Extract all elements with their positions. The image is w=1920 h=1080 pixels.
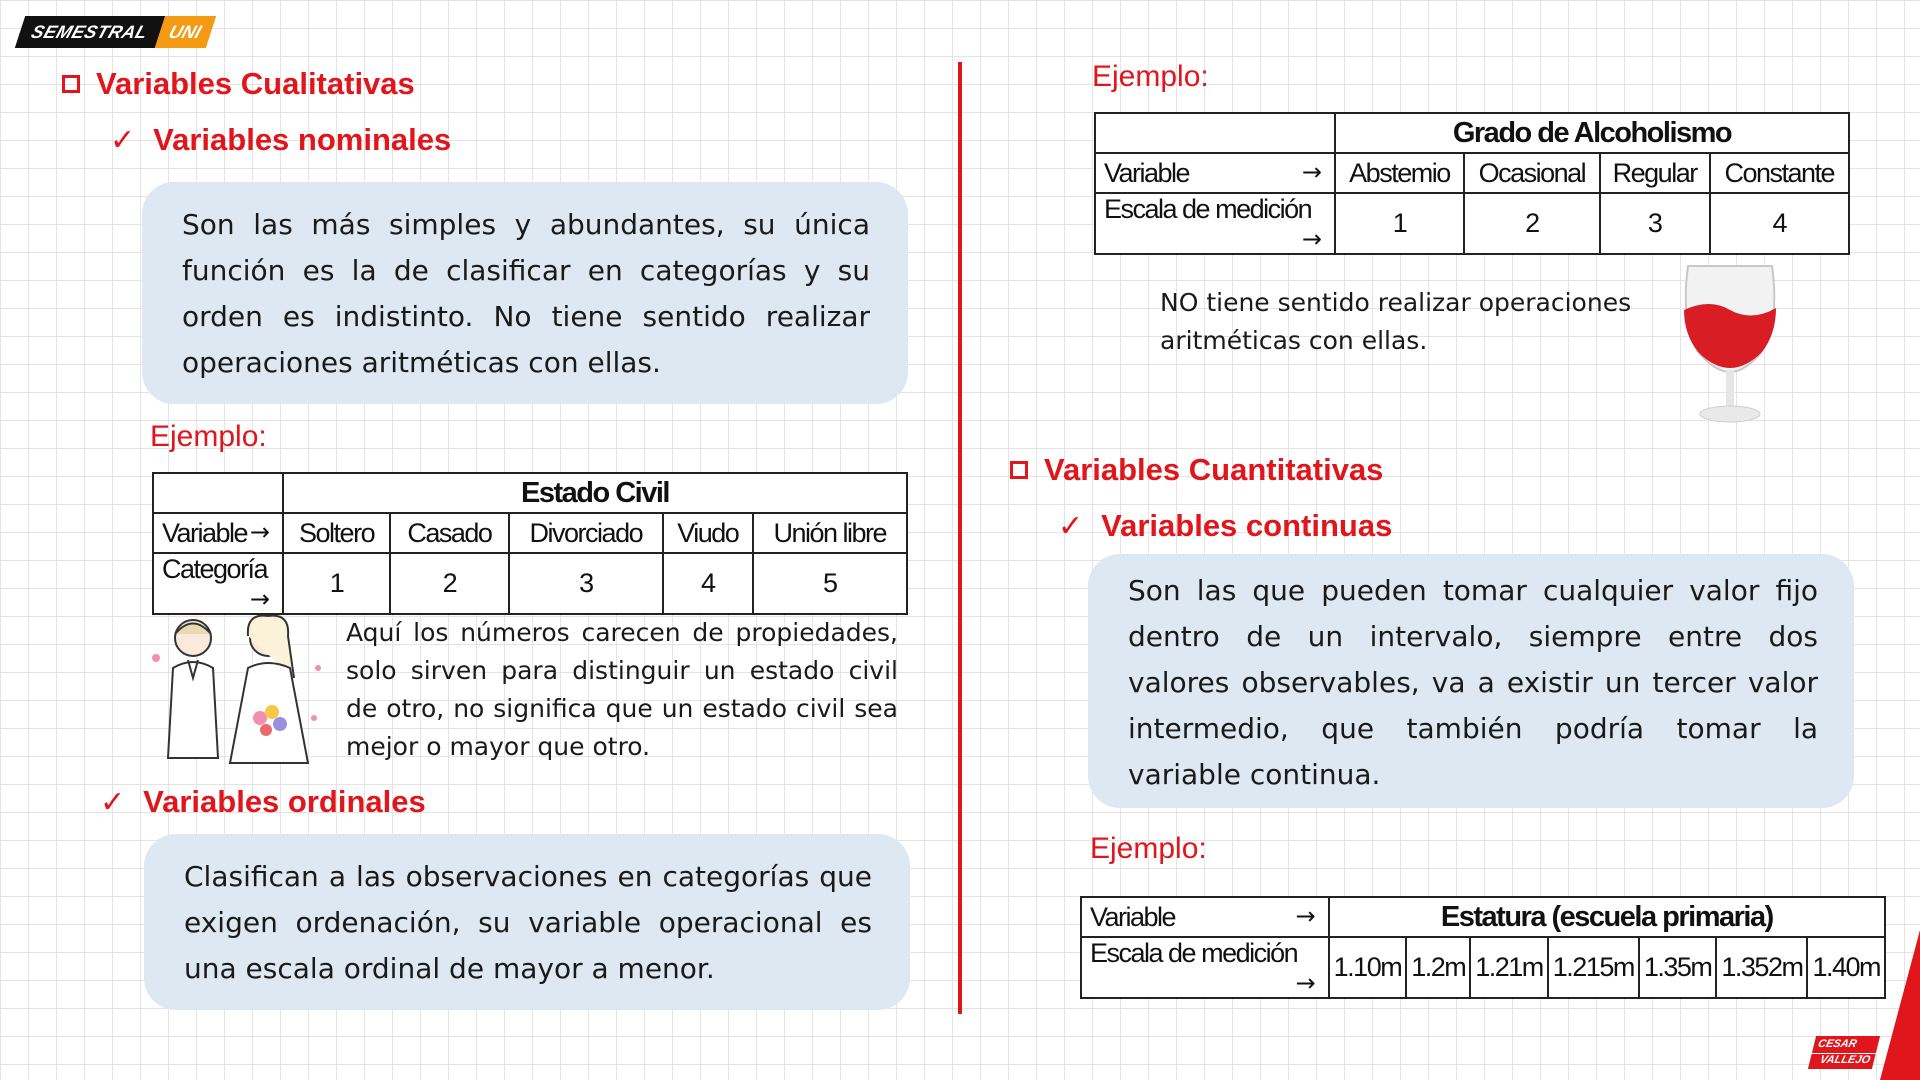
table-cell: Regular	[1600, 153, 1710, 193]
table-header-estatura: Estatura (escuela primaria)	[1329, 897, 1885, 937]
table-cell: Divorciado	[509, 513, 663, 553]
table-cell: 1.21m	[1470, 937, 1548, 998]
subheading-continuas	[1058, 508, 1392, 544]
heading-cualitativas-text: Variables Cualitativas	[96, 66, 415, 101]
table-row	[1081, 937, 1885, 998]
table-corner-cell	[153, 473, 283, 513]
subheading-nominales-text: Variables nominales	[153, 122, 452, 157]
table-cell: 1	[1335, 193, 1464, 254]
checkbox-square-icon	[62, 75, 80, 93]
arrow-right-icon: →	[249, 517, 270, 546]
table-row	[153, 513, 907, 553]
column-divider	[958, 62, 962, 1014]
cesar-vallejo-logo	[1808, 1036, 1880, 1069]
subheading-ordinales	[100, 784, 426, 820]
arrow-right-icon: →	[249, 585, 270, 613]
row-label-variable: Variable →	[153, 513, 283, 553]
table-row	[1095, 153, 1849, 193]
table-estatura	[1080, 896, 1886, 999]
heading-cuantitativas-text: Variables Cuantitativas	[1044, 452, 1384, 487]
row-label-variable: Variable →	[1081, 897, 1329, 937]
table-cell: Unión libre	[753, 513, 907, 553]
logo-line1: CESAR	[1812, 1036, 1880, 1053]
subheading-ordinales-text: Variables ordinales	[143, 784, 426, 819]
logo-semestral: SEMESTRAL	[15, 16, 165, 48]
continuas-description-box	[1088, 554, 1854, 808]
table-cell: 4	[663, 553, 753, 614]
checkmark-icon: ✓	[1058, 508, 1084, 544]
table-cell: 4	[1710, 193, 1849, 254]
table-cell: 1.2m	[1406, 937, 1470, 998]
table-cell: Abstemio	[1335, 153, 1464, 193]
table-cell: Casado	[390, 513, 509, 553]
bride-groom-illustration	[148, 608, 328, 768]
example-label-alcoholismo: Ejemplo:	[1092, 60, 1209, 93]
row-label-variable: Variable →	[1095, 153, 1335, 193]
arrow-right-icon: →	[1301, 225, 1322, 253]
table-corner-cell	[1095, 113, 1335, 153]
table-cell: 1.215m	[1548, 937, 1639, 998]
ordinales-description: Clasifican a las observaciones en categorías que exigen ordenación, su variable operacional es una escala ordinal de mayor a menor.	[184, 860, 872, 985]
subheading-continuas-text: Variables continuas	[1101, 508, 1393, 543]
table-estado-civil	[152, 472, 908, 615]
nominales-description: Son las más simples y abundantes, su única función es la de clasificar en categorías y su orden es indistinto. No tiene sentido realizar operaciones aritméticas con ellas.	[182, 208, 870, 379]
semestral-uni-logo	[15, 16, 216, 48]
example-label-estatura: Ejemplo:	[1090, 832, 1207, 865]
row-label-escala: Escala de medición →	[1095, 193, 1335, 254]
alcoholismo-note: NO tiene sentido realizar operaciones aritméticas con ellas.	[1160, 288, 1632, 355]
heading-cualitativas	[62, 66, 415, 102]
table-header-estado-civil: Estado Civil	[283, 473, 907, 513]
checkbox-square-icon	[1010, 461, 1028, 479]
table-cell: Soltero	[283, 513, 390, 553]
row-label-escala: Escala de medición →	[1081, 937, 1329, 998]
table-grado-alcoholismo	[1094, 112, 1850, 255]
row-label-categoria: Categoría →	[153, 553, 283, 614]
table-header-alcoholismo: Grado de Alcoholismo	[1335, 113, 1849, 153]
table-row	[1081, 897, 1885, 937]
table-row	[1095, 193, 1849, 254]
table-cell: 1	[283, 553, 390, 614]
table-cell: 5	[753, 553, 907, 614]
table-cell: 1.40m	[1807, 937, 1885, 998]
ordinales-description-box	[144, 834, 910, 1010]
checkmark-icon: ✓	[110, 122, 136, 158]
table-cell: 1.352m	[1716, 937, 1807, 998]
heading-cuantitativas	[1010, 452, 1383, 488]
table-cell: 1.35m	[1639, 937, 1717, 998]
arrow-right-icon: →	[1301, 157, 1322, 186]
table-cell: 3	[509, 553, 663, 614]
checkmark-icon: ✓	[100, 784, 126, 820]
arrow-right-icon: →	[1295, 969, 1316, 997]
table-cell: Constante	[1710, 153, 1849, 193]
logo-line2: VALLEJO	[1808, 1054, 1876, 1069]
table-cell: 1.10m	[1329, 937, 1407, 998]
arrow-right-icon: →	[1295, 901, 1316, 930]
nominales-description-box	[142, 182, 908, 404]
logo-uni: UNI	[154, 16, 215, 48]
table-cell: Viudo	[663, 513, 753, 553]
table-row	[153, 553, 907, 614]
table-cell: 2	[390, 553, 509, 614]
example-label-nominales: Ejemplo:	[150, 420, 267, 453]
table-cell: 2	[1464, 193, 1600, 254]
nominales-note: Aquí los números carecen de propiedades, solo sirven para distinguir un estado civil de otro, no significa que un estado civil sea mejor o mayor que otro.	[346, 618, 898, 761]
continuas-description: Son las que pueden tomar cualquier valor fijo dentro de un intervalo, siempre entre dos valores observables, va a existir un tercer valor intermedio, que también podría tomar la variable continua.	[1128, 574, 1818, 791]
table-cell: Ocasional	[1464, 153, 1600, 193]
subheading-nominales	[110, 122, 451, 158]
table-cell: 3	[1600, 193, 1710, 254]
wine-glass-icon	[1670, 254, 1790, 430]
corner-accent-shape	[1880, 930, 1920, 1080]
